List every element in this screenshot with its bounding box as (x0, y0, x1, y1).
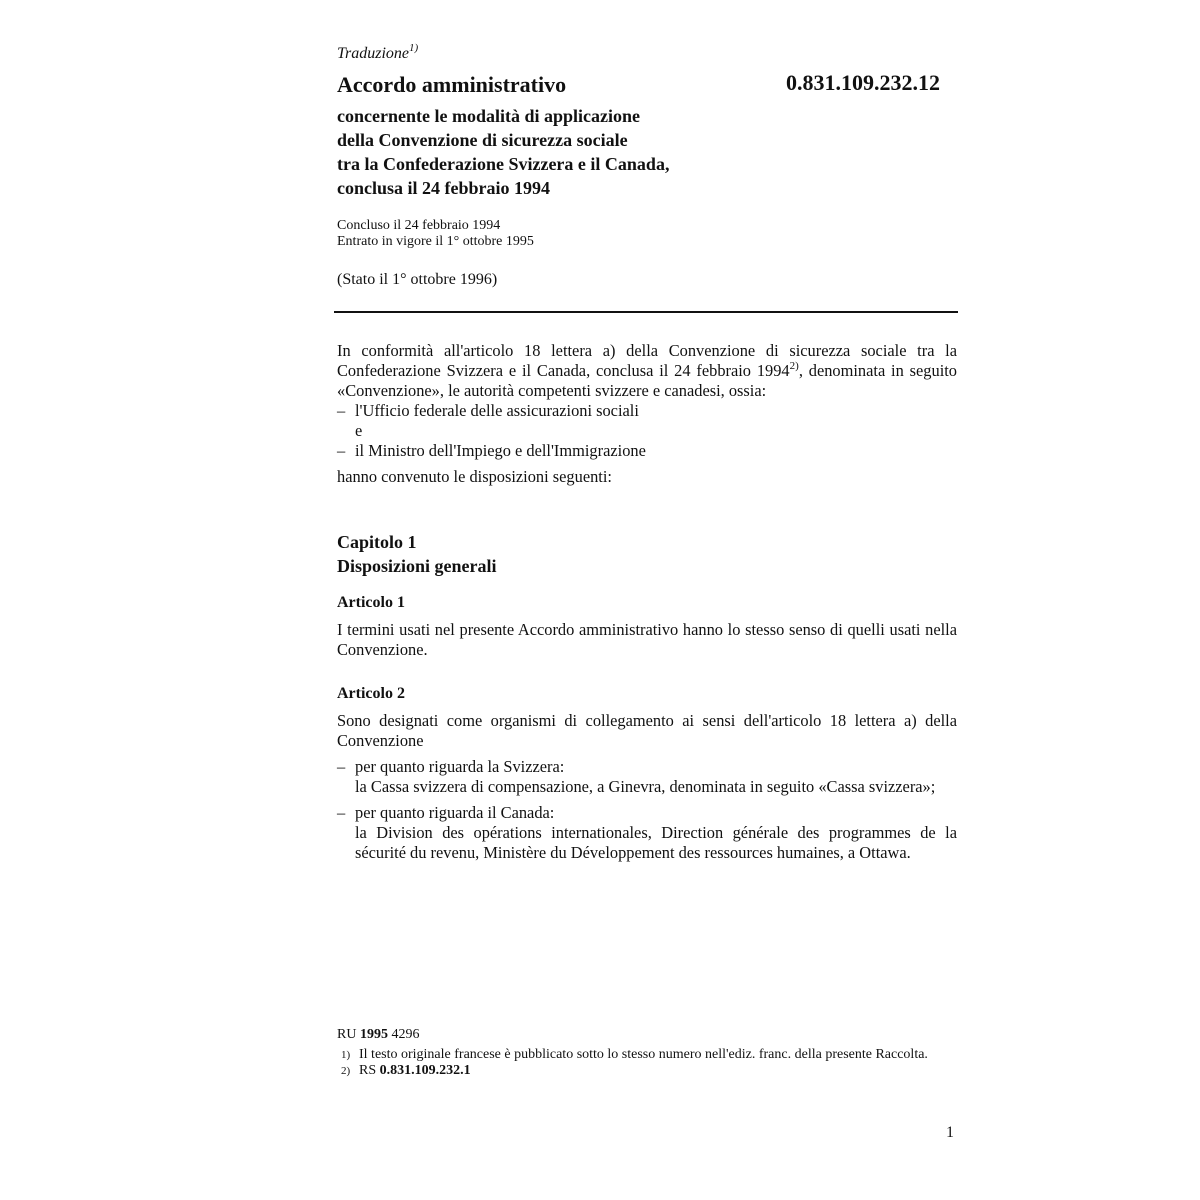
footnote-text: RS 0.831.109.232.1 (359, 1063, 471, 1078)
footnote-ref-2[interactable]: 2) (789, 360, 799, 372)
liaison-item-canada (337, 803, 957, 863)
authority-canada: il Ministro dell'Impiego e dell'Immigrazione (355, 441, 646, 460)
sr-number: 0.831.109.232.12 (786, 70, 940, 95)
footnote-1 (337, 1047, 957, 1063)
footnote-mark: 2) (341, 1065, 351, 1077)
subtitle-line: concernente le modalità di applicazione (337, 106, 640, 126)
footnote-text: Il testo originale francese è pubblicato sotto lo stesso numero nell'ediz. franc. della presente Raccolta. (359, 1047, 928, 1062)
authority-item (337, 401, 957, 421)
dash-marker: – (337, 757, 346, 776)
chapter-heading (337, 530, 957, 578)
concluded-date: Concluso il 24 febbraio 1994 (337, 218, 501, 233)
dash-marker: – (337, 441, 346, 460)
footnote-ref-1[interactable]: 1) (409, 42, 419, 54)
article-2-body (337, 711, 957, 863)
subtitle-line: della Convenzione di sicurezza sociale (337, 130, 628, 150)
liaison-body: la Division des opérations internationales, Direction générale des programmes de la sécurité du revenu, Ministère du Développement des ressources humaines, a Ottawa. (355, 823, 957, 862)
translation-label: Traduzione$^{1)}$ (337, 42, 419, 62)
dash-marker: – (337, 803, 346, 822)
ru-reference: RU 1995 4296 (337, 1027, 420, 1042)
article-1-title: Articolo 1 (337, 594, 405, 611)
authority-swiss: l'Ufficio federale delle assicurazioni sociali (355, 401, 639, 420)
chapter-title: Disposizioni generali (337, 556, 497, 576)
status-date: (Stato il 1° ottobre 1996) (337, 271, 498, 288)
footnote-mark: 1) (341, 1049, 351, 1061)
document-subtitle (337, 104, 957, 200)
rs-number-link[interactable]: 0.831.109.232.1 (379, 1063, 471, 1078)
page-number: 1 (946, 1124, 954, 1141)
article-2-intro: Sono designati come organismi di collegamento ai sensi dell'articolo 18 lettera a) della Convenzione (337, 711, 957, 750)
document-dates (337, 218, 957, 250)
authority-item (337, 441, 957, 461)
liaison-lead: per quanto riguarda la Svizzera: (355, 757, 565, 776)
footnote-2 (337, 1063, 957, 1079)
in-force-date: Entrato in vigore il 1° ottobre 1995 (337, 234, 534, 249)
chapter-number: Capitolo 1 (337, 532, 417, 552)
subtitle-line: tra la Confederazione Svizzera e il Canada, (337, 154, 670, 174)
article-2-title: Articolo 2 (337, 685, 405, 702)
footnotes (337, 1027, 957, 1079)
article-1-text: I termini usati nel presente Accordo amministrativo hanno lo stesso senso di quelli usati nella Convenzione. (337, 620, 957, 659)
preamble (337, 341, 957, 487)
subtitle-line: conclusa il 24 febbraio 1994 (337, 178, 551, 198)
preamble-text: In conformità all'articolo 18 lettera a) della Convenzione di sicurezza sociale tra la Confederazione Svizzera e il Canada, conclusa il 24 febbraio 1994$^{2)}$, denominata in seguito «Convenzione», le autorità competenti svizzere e canadesi, ossia: (337, 341, 958, 400)
dash-marker: – (337, 401, 346, 420)
document-title: Accordo amministrativo (337, 72, 567, 97)
liaison-item-switzerland (337, 757, 957, 797)
header-divider (334, 311, 958, 313)
liaison-body: la Cassa svizzera di compensazione, a Ginevra, denominata in seguito «Cassa svizzera»; (355, 777, 936, 796)
conjunction: e (355, 421, 363, 440)
preamble-closing: hanno convenuto le disposizioni seguenti: (337, 467, 612, 486)
liaison-lead: per quanto riguarda il Canada: (355, 803, 555, 822)
